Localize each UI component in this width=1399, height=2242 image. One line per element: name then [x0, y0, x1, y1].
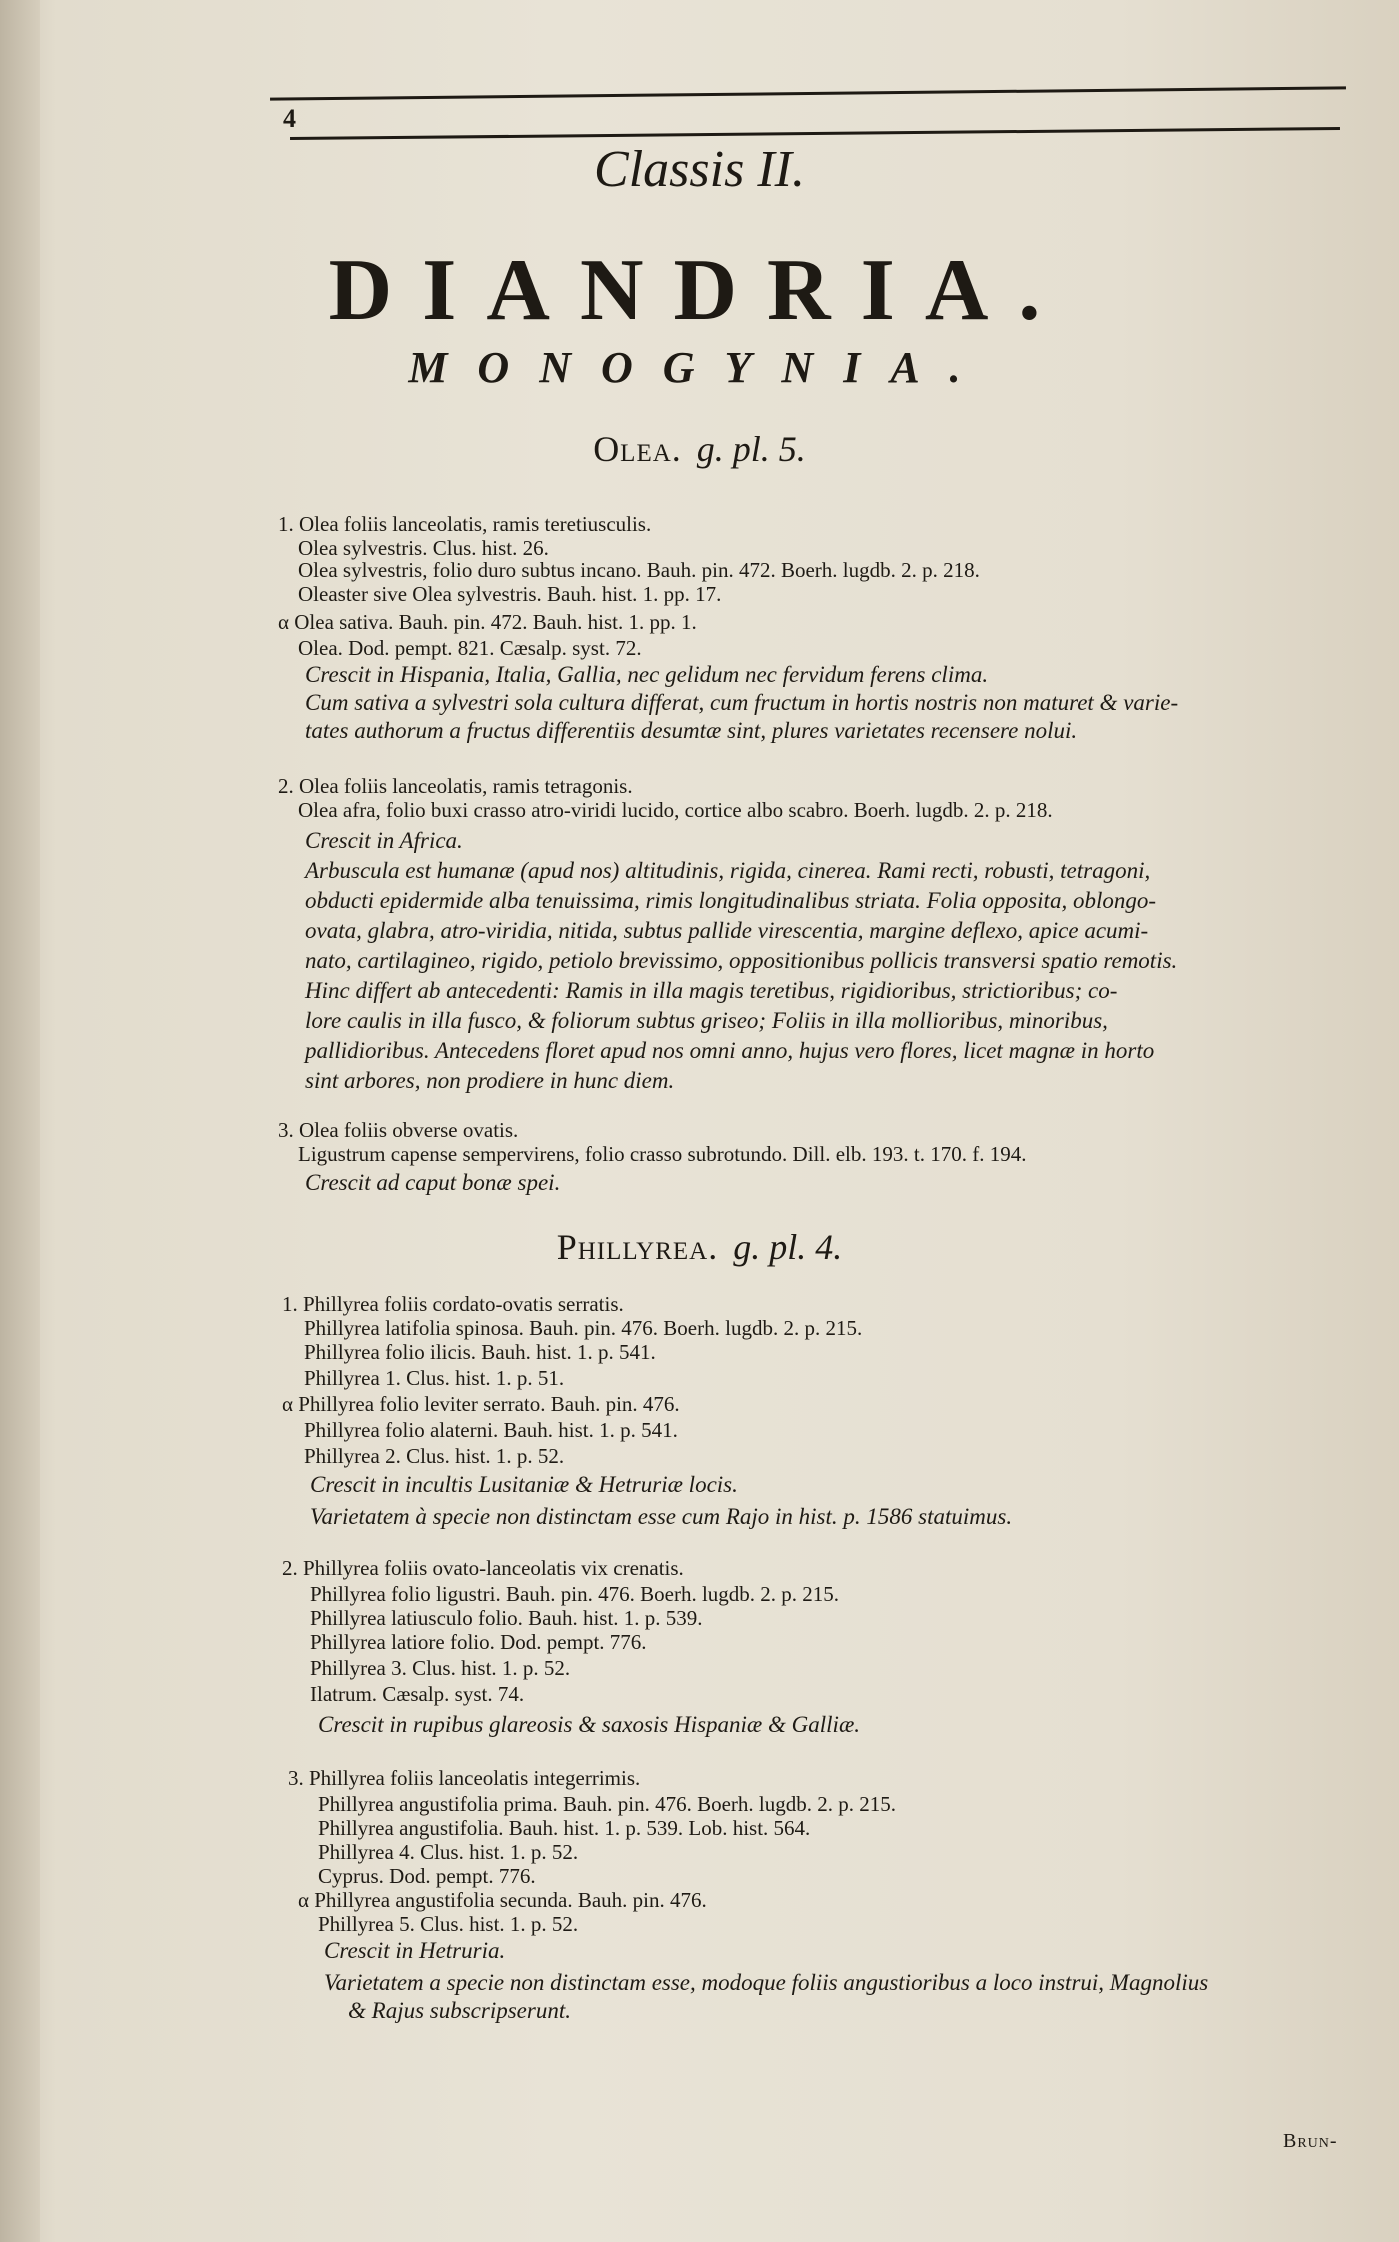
synonym-line: Olea afra, folio buxi crasso atro-viridi lucido, cortice albo scabro. Boerh. lugdb. 2. p. 218. [298, 798, 1053, 822]
genus-name: Olea. [593, 429, 682, 469]
synonym-line: Phillyrea 4. Clus. hist. 1. p. 52. [318, 1840, 579, 1864]
genus-heading-phillyrea [0, 1226, 1399, 1268]
commentary-line: tates authorum a fructus differentiis desumtæ sint, plures varietates recensere nolui. [305, 718, 1078, 743]
synonym-line: Olea. Dod. pempt. 821. Cæsalp. syst. 72. [298, 636, 642, 660]
synonym-line: Ligustrum capense sempervirens, folio crasso subrotundo. Dill. elb. 193. t. 170. f. 194. [298, 1142, 1027, 1166]
habitat-note: Crescit in rupibus glareosis & saxosis Hispaniæ & Galliæ. [318, 1712, 861, 1737]
synonym-line: Phillyrea 1. Clus. hist. 1. p. 51. [304, 1366, 565, 1390]
habitat-note: Crescit ad caput bonæ spei. [305, 1170, 561, 1195]
synonym-line: Ilatrum. Cæsalp. syst. 74. [310, 1682, 525, 1706]
variety-line: α Phillyrea angustifolia secunda. Bauh. pin. 476. [298, 1888, 707, 1912]
order-title: MONOGYNIA. [408, 343, 991, 392]
species-diagnosis: 1. Olea foliis lanceolatis, ramis teretiusculis. [278, 512, 652, 536]
species-diagnosis: 3. Olea foliis obverse ovatis. [278, 1118, 519, 1142]
description-line: Hinc differt ab antecedenti: Ramis in illa magis teretibus, rigidioribus, strictioribus; co- [305, 978, 1118, 1003]
variety-line: α Olea sativa. Bauh. pin. 472. Bauh. hist. 1. pp. 1. [278, 610, 697, 634]
genus-heading-olea [0, 428, 1399, 470]
classis-heading: Classis II. [594, 141, 805, 198]
species-diagnosis: 2. Phillyrea foliis ovato-lanceolatis vix crenatis. [282, 1556, 684, 1580]
genus-reference: g. pl. 5. [696, 429, 806, 469]
synonym-line: Phillyrea 2. Clus. hist. 1. p. 52. [304, 1444, 565, 1468]
variety-line: α Phillyrea folio leviter serrato. Bauh. pin. 476. [282, 1392, 680, 1416]
synonym-line: Phillyrea angustifolia. Bauh. hist. 1. p. 539. Lob. hist. 564. [318, 1816, 811, 1840]
description-line: pallidioribus. Antecedens floret apud nos omni anno, hujus vero flores, licet magnæ in horto [305, 1038, 1155, 1063]
commentary-line: & Rajus subscripserunt. [348, 1998, 571, 2023]
species-diagnosis: 1. Phillyrea foliis cordato-ovatis serratis. [282, 1292, 624, 1316]
description-line: nato, cartilagineo, rigido, petiolo brevissimo, oppositionibus pollicis transversi spatio remotis. [305, 948, 1178, 973]
habitat-note: Crescit in Hetruria. [324, 1938, 506, 1963]
species-diagnosis: 2. Olea foliis lanceolatis, ramis tetragonis. [278, 774, 633, 798]
top-rule [270, 86, 1346, 100]
synonym-line: Cyprus. Dod. pempt. 776. [318, 1864, 536, 1888]
synonym-line: Phillyrea angustifolia prima. Bauh. pin. 476. Boerh. lugdb. 2. p. 215. [318, 1792, 897, 1816]
genus-reference: g. pl. 4. [733, 1227, 843, 1267]
habitat-note: Crescit in incultis Lusitaniæ & Hetruriæ locis. [310, 1472, 738, 1497]
species-diagnosis: 3. Phillyrea foliis lanceolatis integerrimis. [288, 1766, 641, 1790]
synonym-line: Phillyrea latiusculo folio. Bauh. hist. 1. p. 539. [310, 1606, 703, 1630]
synonym-line: Oleaster sive Olea sylvestris. Bauh. hist. 1. pp. 17. [298, 582, 722, 606]
commentary-line: Varietatem a specie non distinctam esse, modoque foliis angustioribus a loco instrui, Magnolius [324, 1970, 1209, 1995]
description-line: obducti epidermide alba tenuissima, rimis longitudinalibus striata. Folia opposita, oblongo- [305, 888, 1156, 913]
synonym-line: Phillyrea 5. Clus. hist. 1. p. 52. [318, 1912, 579, 1936]
habitat-note: Crescit in Hispania, Italia, Gallia, nec gelidum nec fervidum ferens clima. [305, 662, 989, 687]
synonym-line: Phillyrea folio alaterni. Bauh. hist. 1. p. 541. [304, 1418, 678, 1442]
description-line: ovata, glabra, atro-viridia, nitida, subtus pallide virescentia, margine deflexo, apice acumi- [305, 918, 1149, 943]
synonym-line: Olea sylvestris, folio duro subtus incano. Bauh. pin. 472. Boerh. lugdb. 2. p. 218. [298, 558, 980, 582]
header-rule [290, 127, 1340, 140]
synonym-line: Phillyrea latiore folio. Dod. pempt. 776. [310, 1630, 647, 1654]
synonym-line: Olea sylvestris. Clus. hist. 26. [298, 536, 549, 560]
commentary-line: Cum sativa a sylvestri sola cultura differat, cum fructum in hortis nostris non maturet & varie- [305, 690, 1179, 715]
description-line: lore caulis in illa fusco, & foliorum subtus griseo; Foliis in illa mollioribus, minoribus, [305, 1008, 1108, 1033]
genus-name: Phillyrea. [556, 1227, 719, 1267]
synonym-line: Phillyrea latifolia spinosa. Bauh. pin. 476. Boerh. lugdb. 2. p. 215. [304, 1316, 863, 1340]
description-line: sint arbores, non prodiere in hunc diem. [305, 1068, 675, 1093]
synonym-line: Phillyrea folio ligustri. Bauh. pin. 476. Boerh. lugdb. 2. p. 215. [310, 1582, 840, 1606]
class-title: DIANDRIA. [328, 242, 1071, 339]
habitat-note: Crescit in Africa. [305, 828, 463, 853]
catchword: Brun- [1283, 2130, 1338, 2152]
synonym-line: Phillyrea folio ilicis. Bauh. hist. 1. p. 541. [304, 1340, 656, 1364]
page-number: 4 [283, 104, 296, 133]
description-line: Arbuscula est humanæ (apud nos) altitudinis, rigida, cinerea. Rami recti, robusti, tetragoni, [305, 858, 1151, 883]
commentary-line: Varietatem à specie non distinctam esse cum Rajo in hist. p. 1586 statuimus. [310, 1504, 1013, 1529]
synonym-line: Phillyrea 3. Clus. hist. 1. p. 52. [310, 1656, 571, 1680]
